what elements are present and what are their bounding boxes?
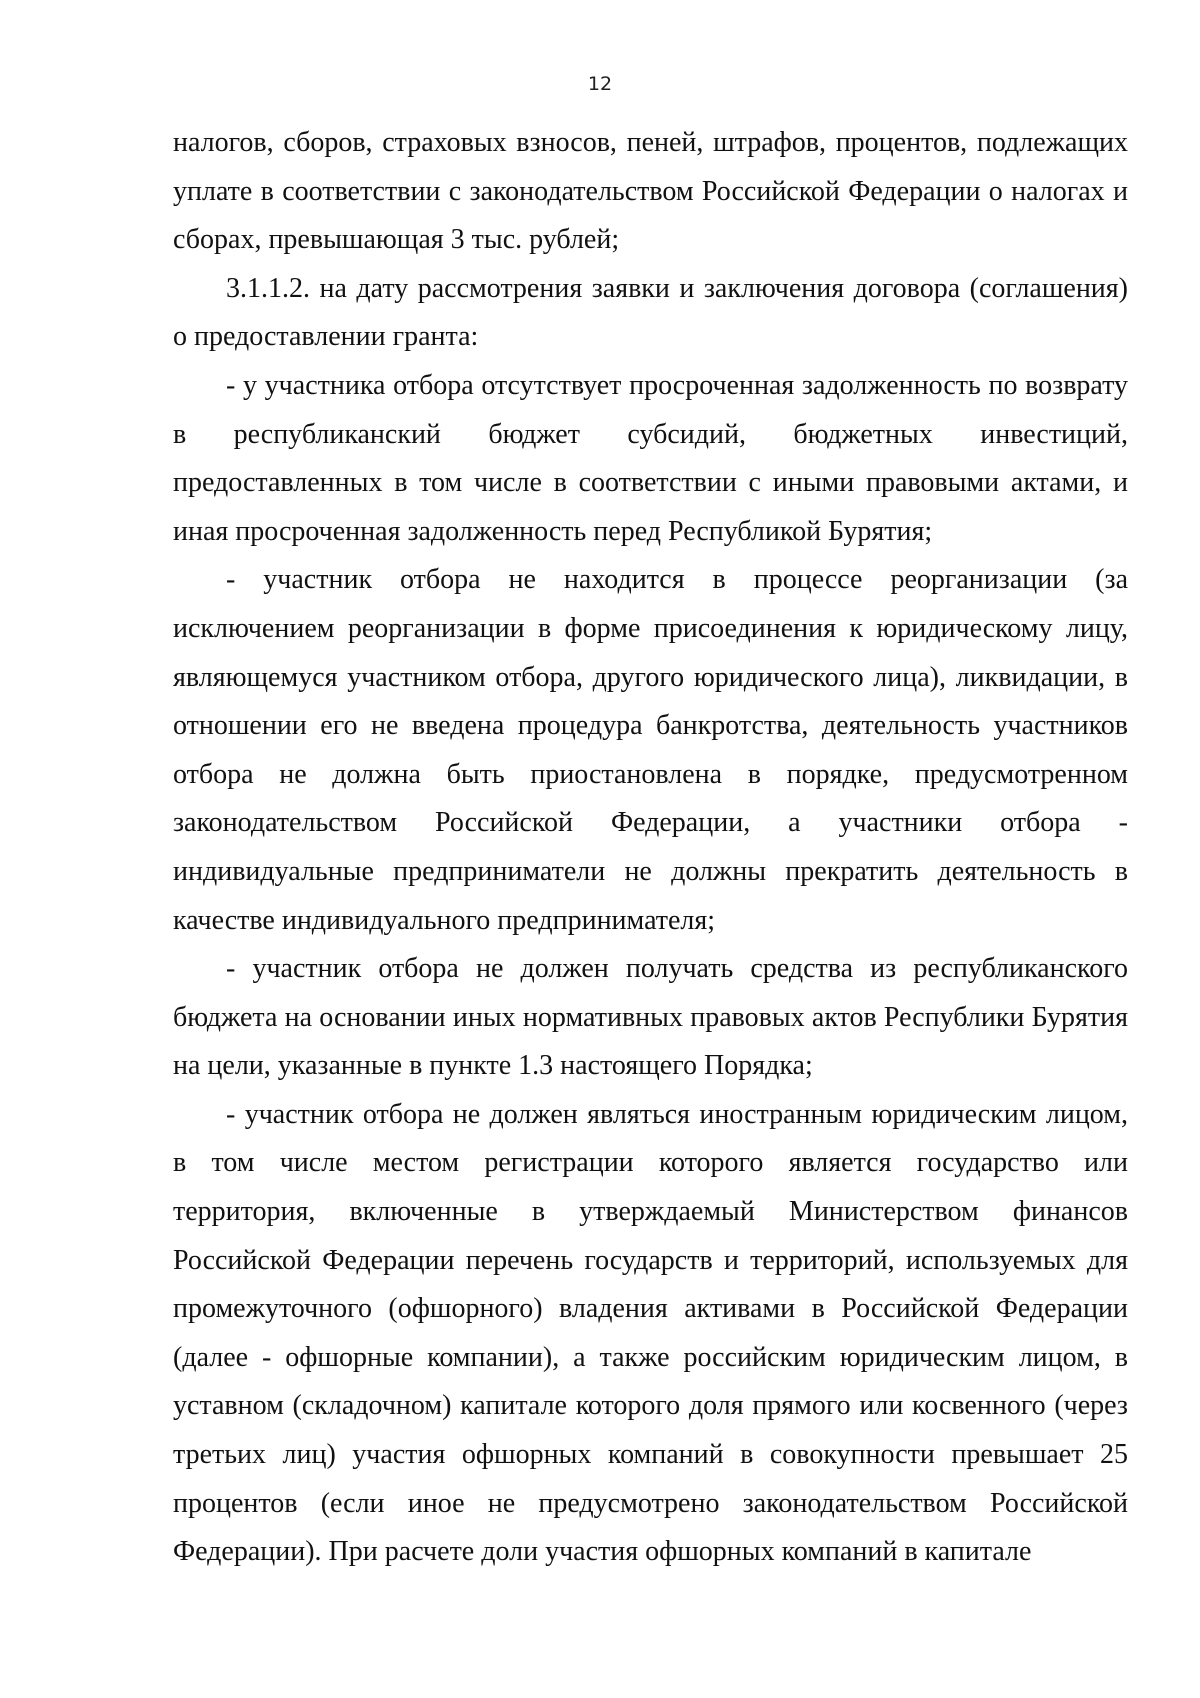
paragraph-clause-3-1-1-2: 3.1.1.2. на дату рассмотрения заявки и заключения договора (соглашения) о предоставлении гранта: bbox=[173, 272, 1128, 353]
paragraph-not-foreign-entity: - участник отбора не должен являться иностранным юридическим лицом, в том числе местом регистрации которого является государство или территория, включенные в утверждаемый Министерством финансов Российской Федерации перечень государств и территорий, используемых для промежуточного (офшорного) владения активами в Российской Федерации (далее - офшорные компании), а также российским юридическим лицом, в уставном (складочном) капитале которого доля прямого или косвенного (через третьих лиц) участия офшорных компаний в совокупности превышает 25 процентов (если иное не предусмотрено законодательством Российской Федерации). При расчете доли участия офшорных компаний в капитале bbox=[173, 1098, 1128, 1568]
paragraph-no-other-funds: - участник отбора не должен получать средства из республиканского бюджета на основании иных нормативных правовых актов Республики Бурятия на цели, указанные в пункте 1.3 настоящего Порядка; bbox=[173, 953, 1128, 1082]
document-body bbox=[173, 119, 1128, 1577]
paragraph-tax-debt-continuation: налогов, сборов, страховых взносов, пеней, штрафов, процентов, подлежащих уплате в соответствии с законодательством Российской Федерации о налогах и сборах, превышающая 3 тыс. рублей; bbox=[173, 127, 1128, 256]
page-number: 12 bbox=[587, 73, 613, 95]
paragraph-no-overdue-debt: - у участника отбора отсутствует просроченная задолженность по возврату в республиканский бюджет субсидий, бюджетных инвестиций, предоставленных в том числе в соответствии с иными правовыми актами, и иная просроченная задолженность перед Республикой Бурятия; bbox=[173, 369, 1128, 547]
paragraph-no-reorganization: - участник отбора не находится в процессе реорганизации (за исключением реорганизации в форме присоединения к юридическому лицу, являющемуся участником отбора, другого юридического лица), ликвидации, в отношении его не введена процедура банкротства, деятельность участников отбора не должна быть приостановлена в порядке, предусмотренном законодательством Российской Федерации, а участники отбора - индивидуальные предприниматели не должны прекратить деятельность в качестве индивидуального предпринимателя; bbox=[173, 564, 1128, 936]
